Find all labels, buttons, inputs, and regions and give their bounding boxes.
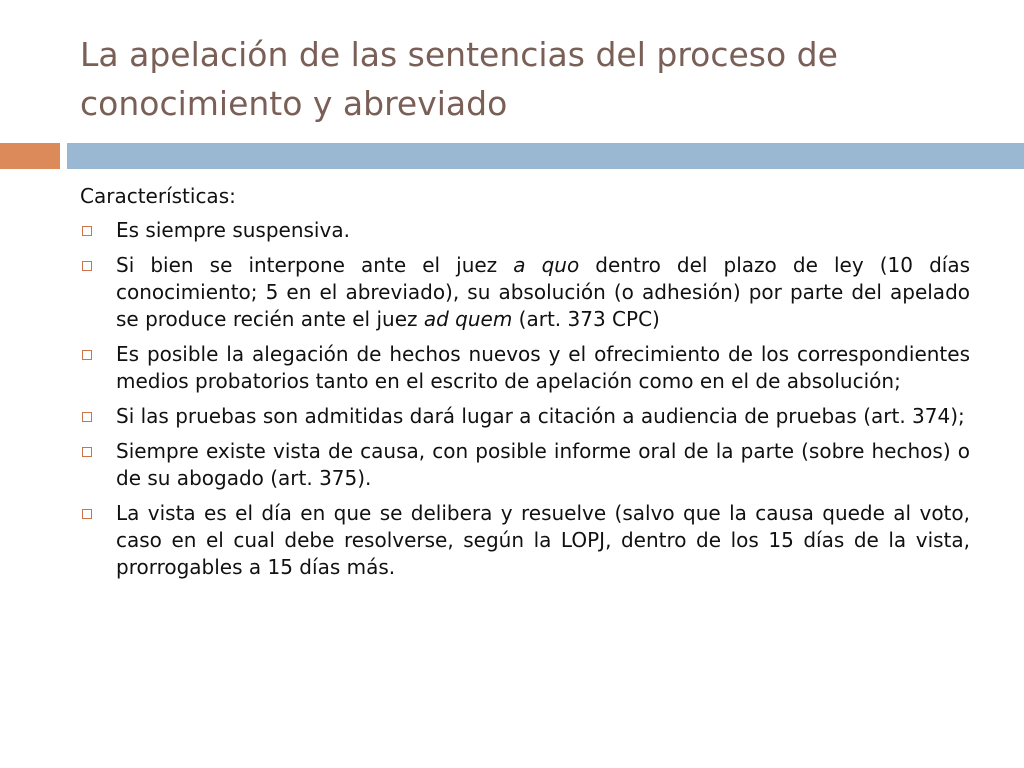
list-item — [80, 217, 970, 244]
square-bullet-icon — [82, 261, 92, 271]
title-accent-bar — [0, 143, 60, 169]
list-item — [80, 438, 970, 492]
bullet-text: (art. 373 CPC) — [512, 307, 660, 331]
bullet-text-italic: ad quem — [423, 307, 513, 331]
slide-title: La apelación de las sentencias del proceso de conocimiento y abreviado — [80, 35, 838, 123]
slide-body — [80, 182, 970, 589]
bullet-text: Si las pruebas son admitidas dará lugar a citación a audiencia de pruebas (art. 374); — [116, 404, 965, 428]
bullet-text: Es posible la alegación de hechos nuevos y el ofrecimiento de los correspondientes medios probatorios tanto en el escrito de apelación como en el de absolución; — [116, 342, 970, 393]
list-item — [80, 403, 970, 430]
title-divider-bar — [67, 143, 1024, 169]
bullet-text: La vista es el día en que se delibera y resuelve (salvo que la causa quede al voto, caso en el cual debe resolverse, según la LOPJ, dentro de los 15 días de la vista, prorrogables a 15 días más. — [116, 501, 970, 579]
square-bullet-icon — [82, 509, 92, 519]
bullet-text: Si bien se interpone ante el juez — [116, 253, 514, 277]
square-bullet-icon — [82, 226, 92, 236]
bullet-text: Es siempre suspensiva. — [116, 218, 350, 242]
list-item — [80, 252, 970, 333]
bullet-text: dentro del plazo de ley (10 días conocimiento; 5 en el abreviado), su absolución (o adhesión) por parte del apelado se produce recién ante el juez — [116, 253, 970, 331]
square-bullet-icon — [82, 350, 92, 360]
list-item — [80, 500, 970, 581]
square-bullet-icon — [82, 447, 92, 457]
bullet-list — [80, 217, 970, 581]
characteristics-heading: Características: — [80, 184, 236, 208]
bullet-text-italic: a quo — [513, 253, 580, 277]
list-item — [80, 341, 970, 395]
square-bullet-icon — [82, 412, 92, 422]
bullet-text: Siempre existe vista de causa, con posible informe oral de la parte (sobre hechos) o de su abogado (art. 375). — [116, 439, 970, 490]
